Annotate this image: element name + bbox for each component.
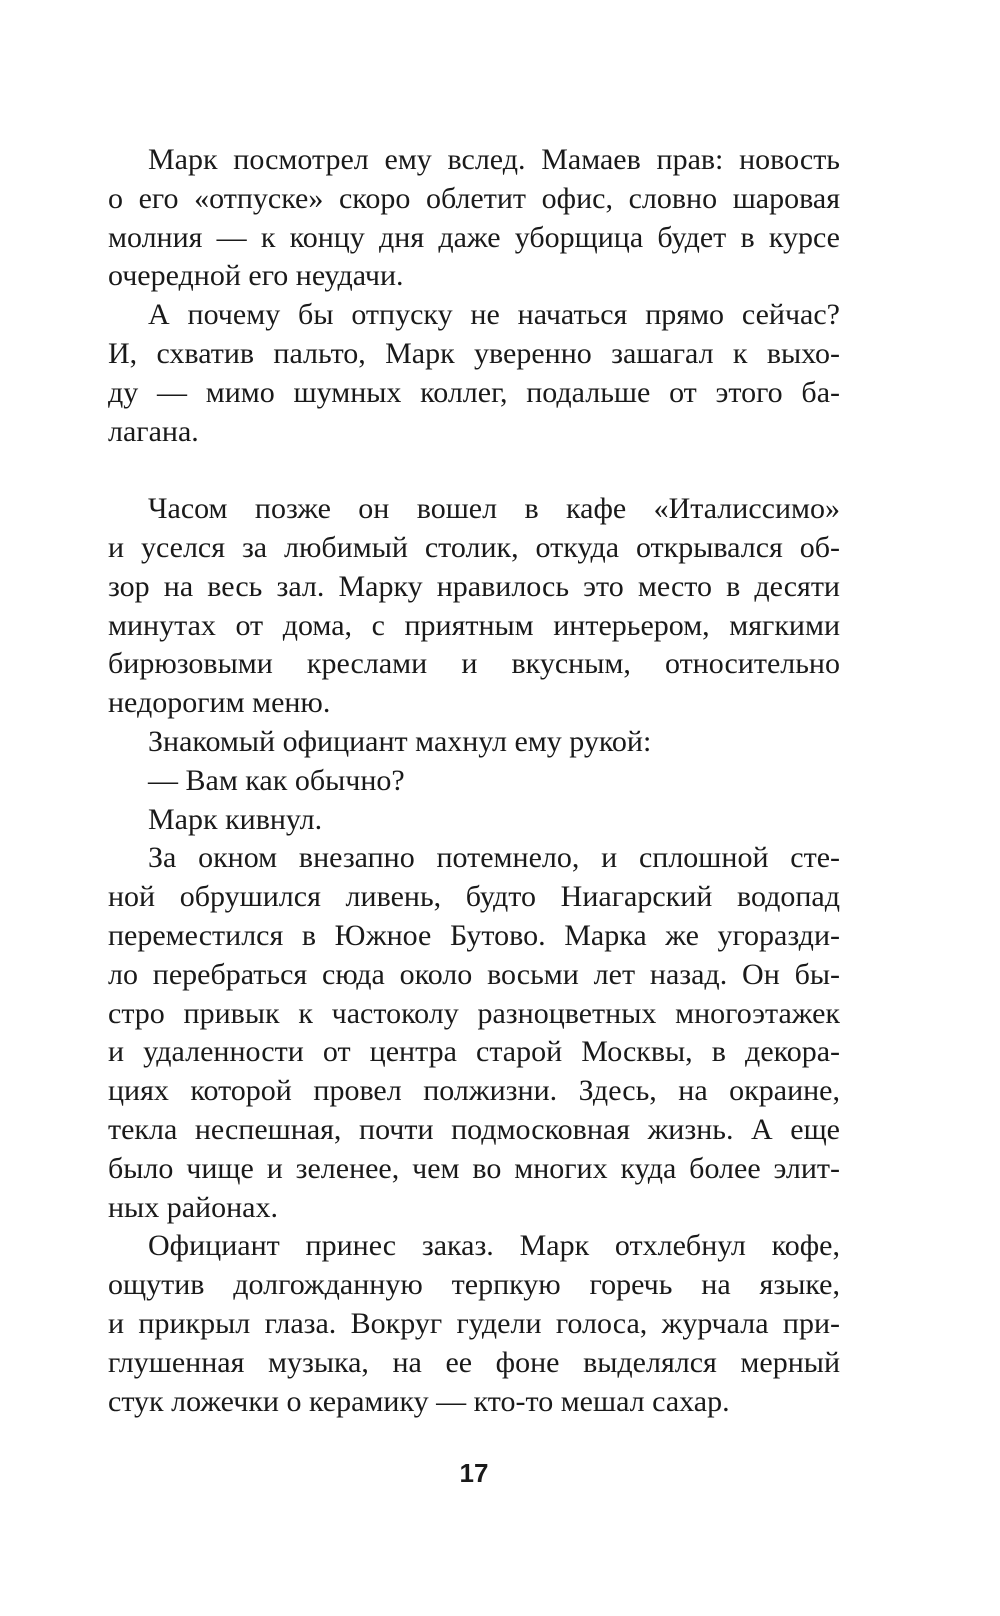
text-line: ощутив долгожданную терпкую горечь на языке, (108, 1268, 840, 1302)
text-line: лагана. (108, 414, 199, 448)
text-line: и уселся за любимый столик, откуда открывался об- (108, 530, 840, 564)
text-line: переместился в Южное Бутово. Марка же угоразди- (108, 918, 840, 952)
text-line: очередной его неудачи. (108, 259, 404, 293)
text-line: стук ложечки о керамику — кто-то мешал сахар. (108, 1384, 730, 1418)
text-line: За окном внезапно потемнело, и сплошной сте- (148, 841, 840, 875)
text-line: минутах от дома, с приятным интерьером, мягкими (108, 608, 840, 642)
text-line: бирюзовыми креслами и вкусным, относительно (108, 647, 840, 681)
text-line: ло перебраться сюда около восьми лет назад. Он бы- (108, 957, 840, 991)
text-line: ной обрушился ливень, будто Ниагарский водопад (108, 880, 840, 914)
page-number: 17 (459, 1458, 489, 1488)
text-line: Официант принес заказ. Марк отхлебнул кофе, (148, 1229, 840, 1263)
text-line: циях которой провел полжизни. Здесь, на окраине, (108, 1074, 840, 1108)
text-line: Марк кивнул. (148, 802, 323, 836)
text-line: И, схватив пальто, Марк уверенно зашагал к выхо- (108, 336, 840, 370)
text-line: Часом позже он вошел в кафе «Италиссимо» (148, 492, 840, 526)
text-line: ных районах. (108, 1190, 278, 1224)
section-break (108, 451, 840, 490)
text-line: было чище и зеленее, чем во многих куда более элит- (108, 1151, 840, 1185)
text-line: ду — мимо шумных коллег, подальше от этого ба- (108, 375, 840, 409)
text-line: и удаленности от центра старой Москвы, в декора- (108, 1035, 840, 1069)
text-line: недорогим меню. (108, 686, 331, 720)
dialogue-line: — Вам как обычно? (148, 763, 405, 797)
text-line: Марк посмотрел ему вслед. Мамаев прав: новость (148, 143, 840, 176)
text-line: и прикрыл глаза. Вокруг гудели голоса, журчала при- (108, 1306, 840, 1340)
text-line: глушенная музыка, на ее фоне выделялся мерный (108, 1345, 840, 1379)
text-line: А почему бы отпуску не начаться прямо сейчас? (148, 298, 840, 332)
text-line: молния — к концу дня даже уборщица будет в курсе (108, 220, 840, 254)
body-text (108, 141, 840, 1421)
text-line: Знакомый официант махнул ему рукой: (148, 724, 652, 758)
text-line: стро привык к частоколу разноцветных многоэтажек (108, 996, 840, 1030)
text-line: о его «отпуске» скоро облетит офис, словно шаровая (108, 181, 840, 215)
text-line: зор на весь зал. Марку нравилось это место в десяти (108, 569, 840, 603)
text-line: текла неспешная, почти подмосковная жизнь. А еще (108, 1112, 840, 1146)
